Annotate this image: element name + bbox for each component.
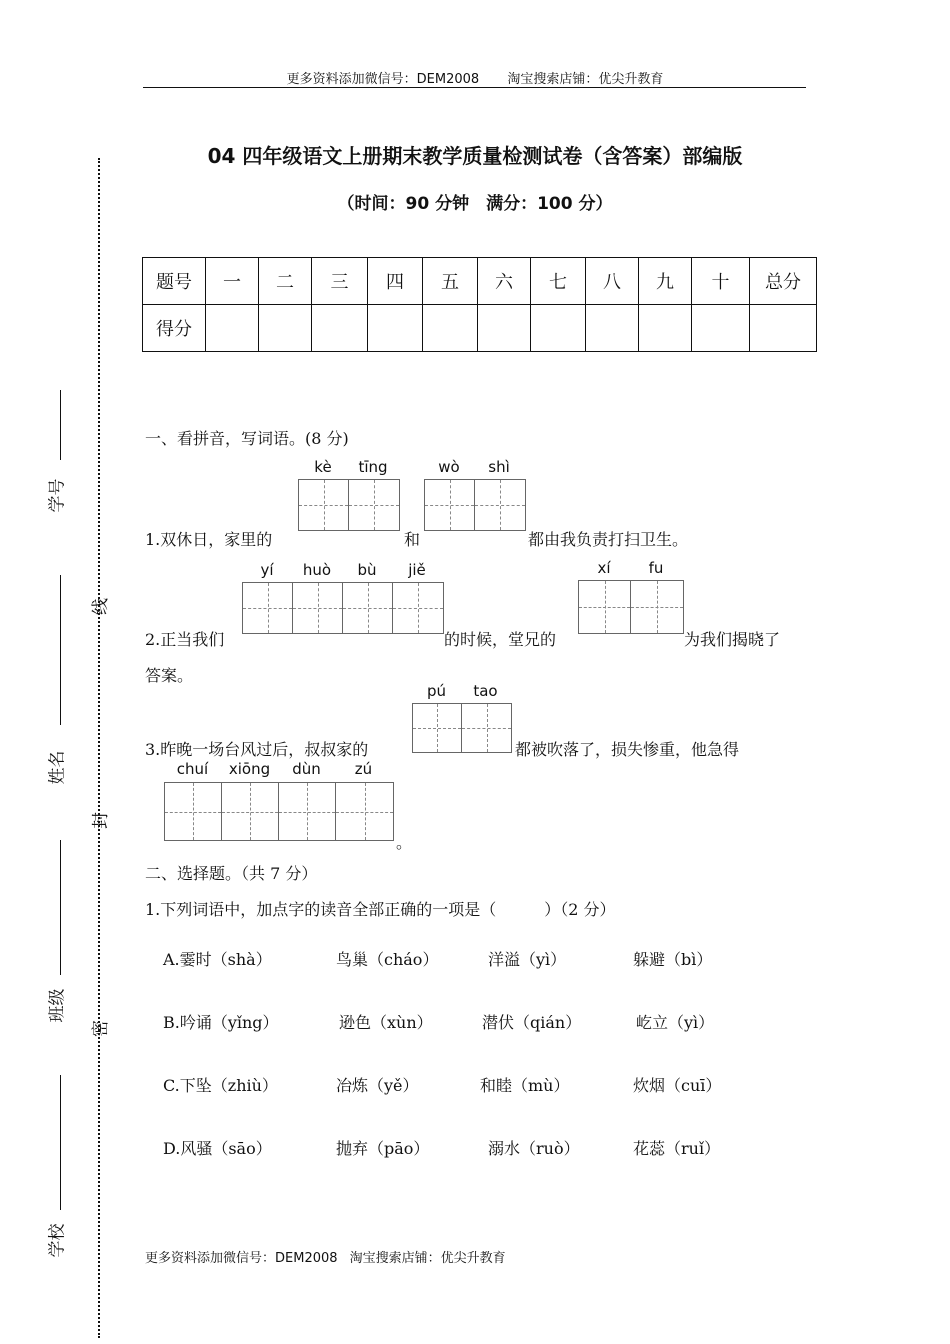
score-cell[interactable] [639,305,692,352]
tianzige-cell[interactable] [413,704,462,752]
q1-pinyin-a [298,458,398,476]
tianzige-cell[interactable] [579,581,631,633]
q2-text-3: 为我们揭晓了 [684,630,781,649]
option-a-2: 鸟巢（cháo） [336,950,439,969]
option-d-2: 抛弃（pāo） [336,1139,430,1158]
option-b-4: 屹立（yì） [636,1013,715,1032]
pinyin-syllable: huò [302,561,332,579]
pinyin-syllable: tīng [358,458,388,476]
tianzige-cell[interactable] [425,480,475,530]
pinyin-syllable: chuí [176,760,209,778]
q2-text-2: 的时候，堂兄的 [444,630,557,649]
tianzige-cell[interactable] [243,583,293,633]
q1-pinyin-b [424,458,524,476]
option-b-3: 潜伏（qián） [482,1013,582,1032]
name-blank[interactable] [60,575,61,725]
q3-answer-grid-b[interactable] [164,782,394,841]
tianzige-cell[interactable] [222,783,279,840]
pinyin-syllable: dùn [292,760,321,778]
pinyin-syllable: kè [314,458,332,476]
section2-heading: 二、选择题。（共 7 分） [145,864,318,883]
header-shop: 淘宝搜索店铺：优尖升教育 [507,72,664,87]
section2-q1: 1.下列词语中，加点字的读音全部正确的一项是（ ）（2 分） [145,900,616,919]
page-subtitle: （时间：90 分钟 满分：100 分） [337,194,613,214]
score-cell[interactable] [586,305,639,352]
tianzige-cell[interactable] [299,480,349,530]
page-footer [145,1247,506,1266]
class-label: 班级 [47,988,68,1023]
score-cell[interactable] [423,305,478,352]
pinyin-syllable: wò [438,458,460,476]
pinyin-syllable: pú [426,682,447,700]
q3-pinyin-b [164,760,394,778]
pinyin-syllable: bù [357,561,377,579]
score-header-cell: 九 [639,258,692,305]
option-b-2: 逊色（xùn） [339,1013,433,1032]
tianzige-cell[interactable] [349,480,399,530]
score-cell[interactable] [531,305,586,352]
q2-text-1: 2.正当我们 [145,630,225,649]
tianzige-cell[interactable] [293,583,343,633]
score-header-cell: 三 [312,258,368,305]
page-title: 04 四年级语文上册期末教学质量检测试卷（含答案）部编版 [207,144,743,168]
seal-line-char: 线 [91,598,111,615]
score-cell[interactable] [206,305,259,352]
seal-feng-char: 封 [91,812,111,829]
tianzige-cell[interactable] [343,583,393,633]
score-header-cell: 十 [692,258,750,305]
pinyin-syllable: yí [260,561,274,579]
score-table [142,257,817,352]
q3-pinyin-a [412,682,510,700]
pinyin-syllable: xiōng [228,760,271,778]
score-value-row [143,305,817,352]
score-header-row [143,258,817,305]
student-id-blank[interactable] [60,390,61,460]
q2-pinyin-a [242,561,442,579]
q2-pinyin-b [578,559,682,577]
q2-text-4: 答案。 [145,666,194,685]
name-label: 姓名 [47,750,68,785]
pinyin-syllable: fu [648,559,664,577]
score-header-cell: 二 [259,258,312,305]
q2-answer-grid-b[interactable] [578,580,684,634]
header-wechat: 更多资料添加微信号：DEM2008 [286,72,480,87]
score-header-cell: 八 [586,258,639,305]
option-a-3: 洋溢（yì） [488,950,567,969]
student-id-label: 学号 [47,478,68,513]
score-header-cell: 七 [531,258,586,305]
option-d-1[interactable]: D.风骚（sāo） [163,1139,272,1158]
school-label: 学校 [47,1223,68,1258]
seal-mi-char: 密 [91,1020,111,1037]
q1-text-3: 都由我负责打扫卫生。 [528,530,689,549]
tianzige-cell[interactable] [475,480,525,530]
score-header-cell: 总分 [750,258,817,305]
option-d-3: 溺水（ruò） [488,1139,580,1158]
pinyin-syllable: tao [473,682,498,700]
q1-answer-grid-b[interactable] [424,479,526,531]
q2-answer-grid-a[interactable] [242,582,444,634]
footer-shop: 淘宝搜索店铺：优尖升教育 [349,1251,506,1266]
q3-answer-grid-a[interactable] [412,703,512,753]
page-header [0,68,950,87]
score-cell[interactable] [692,305,750,352]
footer-wechat: 更多资料添加微信号：DEM2008 [145,1251,338,1266]
option-c-4: 炊烟（cuī） [633,1076,722,1095]
tianzige-cell[interactable] [393,583,443,633]
option-c-3: 和睦（mù） [480,1076,570,1095]
pinyin-syllable: shì [488,458,510,476]
pinyin-syllable: xí [597,559,611,577]
option-c-1[interactable]: C.下坠（zhiù） [163,1076,278,1095]
score-header-cell: 题号 [143,258,206,305]
option-d-4: 花蕊（ruǐ） [633,1139,721,1158]
score-header-cell: 六 [478,258,531,305]
score-cell[interactable] [750,305,817,352]
score-cell[interactable] [312,305,368,352]
option-a-4: 躲避（bì） [633,950,713,969]
score-row-label: 得分 [143,305,206,352]
q1-text-2: 和 [404,530,421,549]
section1-heading: 一、看拼音，写词语。(8 分) [145,429,349,448]
score-header-cell: 四 [368,258,423,305]
tianzige-cell[interactable] [462,704,511,752]
q1-answer-grid-a[interactable] [298,479,400,531]
pinyin-syllable: jiě [408,561,426,579]
binding-dotted-line [98,158,100,1338]
tianzige-cell[interactable] [165,783,222,840]
q1-text-1: 1.双休日，家里的 [145,530,273,549]
option-a-1[interactable]: A.霎时（shà） [163,950,272,969]
q3-text-2: 都被吹落了，损失惨重，他急得 [515,740,740,759]
school-blank[interactable] [60,1075,61,1210]
score-header-cell: 五 [423,258,478,305]
tianzige-cell[interactable] [631,581,683,633]
score-cell[interactable] [259,305,312,352]
score-cell[interactable] [478,305,531,352]
pinyin-syllable: zú [354,760,373,778]
q3-text-1: 3.昨晚一场台风过后，叔叔家的 [145,740,369,759]
score-header-cell: 一 [206,258,259,305]
class-blank[interactable] [60,840,61,975]
option-b-1[interactable]: B.吟诵（yǐng） [163,1013,279,1032]
header-rule [143,87,806,88]
q3-text-3: 。 [396,833,413,852]
tianzige-cell[interactable] [336,783,393,840]
tianzige-cell[interactable] [279,783,336,840]
score-cell[interactable] [368,305,423,352]
option-c-2: 冶炼（yě） [336,1076,419,1095]
